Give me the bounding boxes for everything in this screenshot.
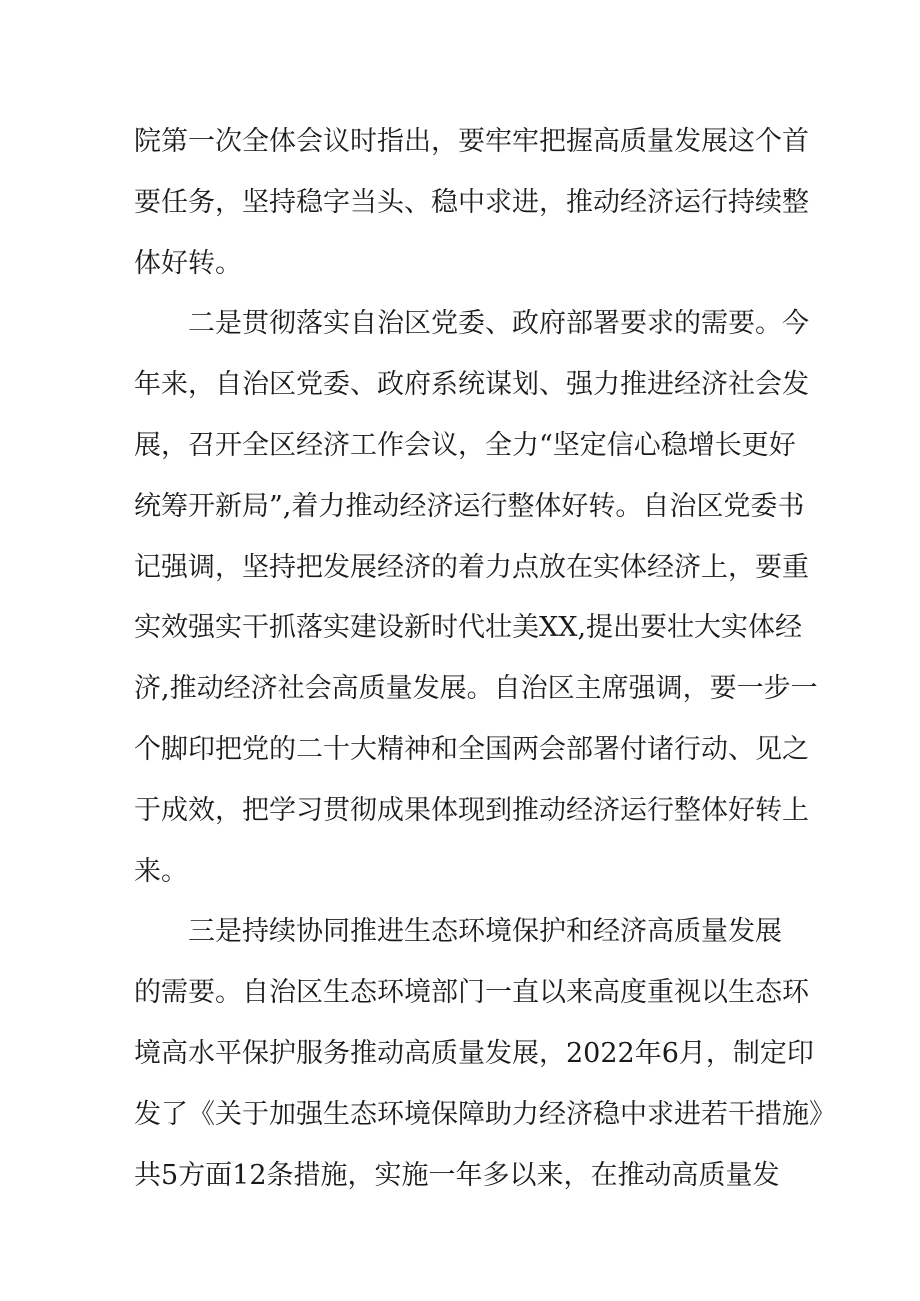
text-line: 记强调，坚持把发展经济的着力点放在实体经济上，要重 [134, 551, 809, 583]
text-line: 院第一次全体会议时指出，要牢牢把握高质量发展这个首 [134, 126, 809, 157]
text-line: 展，召开全区经济工作会议，全力“坚定信心稳增长更好 [134, 429, 796, 461]
text-line: 发了《关于加强生态环境保障助力经济稳中求进若干措施》 [134, 1098, 836, 1130]
text-line: 于成效，把学习贯彻成果体现到推动经济运行整体好转上 [134, 794, 809, 826]
text-line: 体好转。 [134, 247, 242, 279]
text-line: 来。 [134, 855, 188, 887]
text-line: 年来，自治区党委、政府系统谋划、强力推进经济社会发 [134, 369, 809, 401]
document-body [134, 112, 836, 1206]
text-line: 实效强实干抓落实建设新时代壮美XX,提出要壮大实体经 [134, 612, 803, 644]
paragraph-3-first-line: 三是持续协同推进生态环境保护和经济高质量发展 [188, 916, 782, 948]
text-line: 统筹开新局”,着力推动经济运行整体好转。自治区党委书 [134, 490, 805, 522]
text-line: 个脚印把党的二十大精神和全国两会部署付诸行动、见之 [134, 733, 809, 765]
paragraph-2-first-line: 二是贯彻落实自治区党委、政府部署要求的需要。今 [188, 308, 809, 340]
text-line: 要任务，坚持稳字当头、稳中求进，推动经济运行持续整 [134, 186, 809, 218]
text-line: 共5方面12条措施，实施一年多以来，在推动高质量发 [134, 1159, 780, 1191]
text-line: 境高水平保护服务推动高质量发展，2022年6月，制定印 [134, 1037, 814, 1069]
text-line: 的需要。自治区生态环境部门一直以来高度重视以生态环 [134, 977, 809, 1009]
text-line: 济,推动经济社会高质量发展。自治区主席强调，要一步一 [134, 673, 818, 705]
